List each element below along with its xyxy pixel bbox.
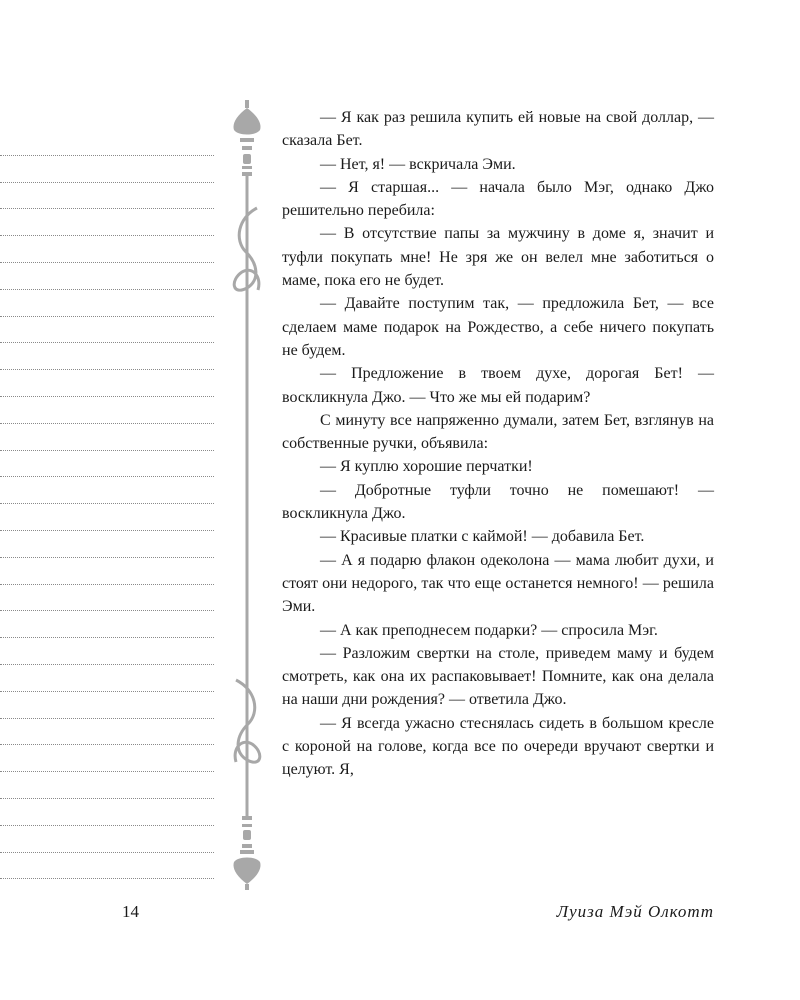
note-line	[0, 504, 214, 531]
note-line	[0, 826, 214, 853]
paragraph: — Нет, я! — вскричала Эми.	[320, 155, 516, 173]
paragraph: — Я старшая... — начала было Мэг, однако Джо решительно перебила:	[282, 178, 714, 220]
paragraph: — Я куплю хорошие перчатки!	[320, 458, 533, 476]
paragraph: — В отсутствие папы за мужчину в доме я, значит и туфли покупать мне! Не зря же он велел мне заботиться о маме, пока его не будет.	[282, 225, 714, 290]
note-line	[0, 209, 214, 236]
page-footer	[0, 902, 800, 926]
note-line	[0, 263, 214, 290]
note-line	[0, 558, 214, 585]
note-line	[0, 370, 214, 397]
note-line	[0, 853, 214, 880]
page-number: 14	[122, 902, 139, 921]
paragraph: С минуту все напряженно думали, затем Бет, взглянув на собственные ручки, объявила:	[282, 411, 714, 453]
note-line	[0, 585, 214, 612]
note-line	[0, 477, 214, 504]
note-line	[0, 317, 214, 344]
note-line	[0, 772, 214, 799]
note-line	[0, 799, 214, 826]
running-head-author: Луиза Мэй Олкотт	[556, 902, 714, 921]
paragraph: — Предложение в твоем духе, дорогая Бет! — воскликнула Джо. — Что же мы ей подарим?	[282, 365, 714, 406]
paragraph: — А я подарю флакон одеколона — мама любит духи, и стоят они недорого, так что еще останется немного! — решила Эми.	[282, 551, 714, 616]
note-line	[0, 531, 214, 558]
ornamental-divider	[222, 100, 272, 890]
note-line	[0, 183, 214, 210]
note-line	[0, 665, 214, 692]
body-text	[282, 106, 714, 782]
note-line	[0, 611, 214, 638]
note-line	[0, 451, 214, 478]
paragraph: — Я как раз решила купить ей новые на свой доллар, — сказала Бет.	[282, 109, 714, 150]
note-line	[0, 719, 214, 746]
paragraph: — Добротные туфли точно не помешают! — воскликнула Джо.	[282, 481, 714, 523]
note-line	[0, 156, 214, 183]
note-line	[0, 424, 214, 451]
note-lines	[0, 129, 214, 879]
paragraph: — Разложим свертки на столе, приведем маму и будем смотреть, как она их распаковывает! Помните, как она делала на наши дни рождения? — ответила Джо.	[282, 644, 714, 709]
note-line	[0, 638, 214, 665]
paragraph: — Давайте поступим так, — предложила Бет, — все сделаем маме подарок на Рождество, а себе ничего покупать не будем.	[282, 295, 714, 359]
note-line	[0, 343, 214, 370]
note-line	[0, 236, 214, 263]
note-line	[0, 397, 214, 424]
note-line	[0, 129, 214, 156]
paragraph: — Я всегда ужасно стеснялась сидеть в большом кресле с короной на голове, когда все по очереди вручают свертки и целуют. Я,	[282, 714, 714, 779]
note-line	[0, 692, 214, 719]
paragraph: — Красивые платки с каймой! — добавила Бет.	[320, 528, 645, 546]
note-line	[0, 745, 214, 772]
note-line	[0, 290, 214, 317]
paragraph: — А как преподнесем подарки? — спросила Мэг.	[320, 621, 658, 639]
